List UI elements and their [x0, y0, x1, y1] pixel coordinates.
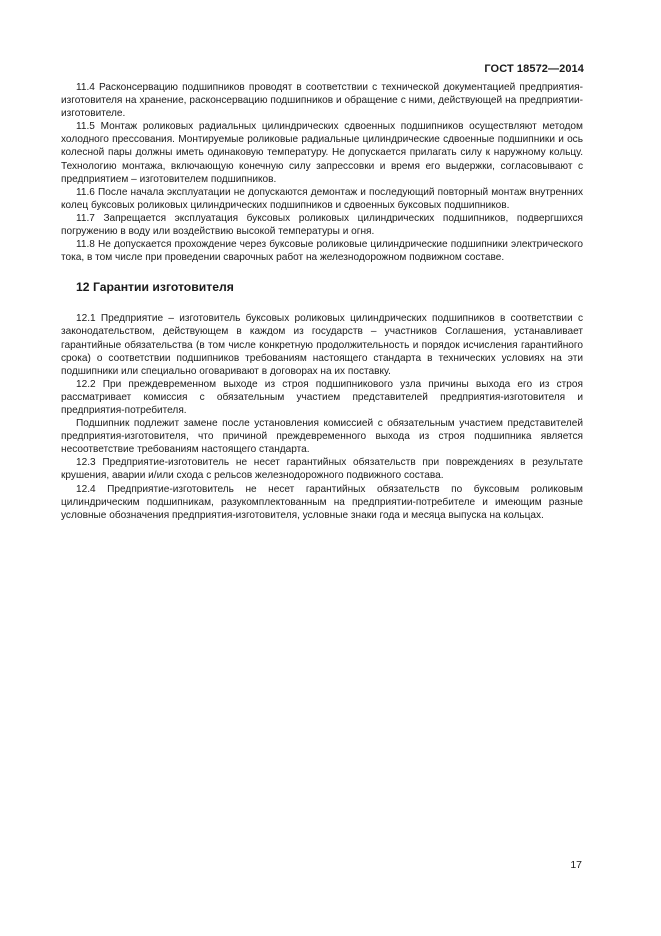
paragraph-11-5: 11.5 Монтаж роликовых радиальных цилиндрических сдвоенных подшипников осуществляют методом холодного прессования. Монтируемые роликовые радиальные цилиндрические сдвоенные подшипники и ось колесной пары должны иметь одинаковую температуру. Не допускается прилагать силу к наружному кольцу. Технологию монтажа, включающую конечную силу запрессовки и время его выдержки, согласовывают с предприятием – изготовителем подшипников. [61, 121, 583, 185]
paragraph-11-7: 11.7 Запрещается эксплуатация буксовых роликовых цилиндрических подшипников, подвергшихся погружению в воду или воздействию высокой температуры и огня. [61, 212, 583, 238]
paragraph-12-4: 12.4 Предприятие-изготовитель не несет гарантийных обязательств по буксовым роликовым цилиндрическим подшипникам, разукомплектованным на предприятии-потребителе и имеющим разные условные обозначения предприятия-изготовителя, условные знаки года и месяца выпуска на кольцах. [61, 483, 583, 521]
section-12-title: 12 Гарантии изготовителя [76, 280, 234, 295]
paragraph-12-2: 12.2 При преждевременном выходе из строя подшипникового узла причины выхода его из строя рассматривает комиссия с обязательным участием представителей предприятия-изготовителя и предприятия-потребителя. [61, 378, 583, 416]
document-body [61, 81, 583, 522]
page-number: 17 [570, 859, 582, 871]
paragraph-11-6: 11.6 После начала эксплуатации не допускаются демонтаж и последующий повторный монтаж внутренних колец буксовых роликовых цилиндрических подшипников и сдвоенных буксовых подшипников. [61, 186, 583, 211]
paragraph-12-2-cont: Подшипник подлежит замене после установления комиссией с обязательным участием представителей предприятия-изготовителя, что причиной преждевременного выхода из строя подшипника является несоответствие требованиям настоящего стандарта. [61, 418, 583, 456]
paragraph-11-8: 11.8 Не допускается прохождение через буксовые роликовые цилиндрические подшипники электрического тока, в том числе при проведении сварочных работ на железнодорожном подвижном составе. [61, 239, 583, 264]
paragraph-12-1: 12.1 Предприятие – изготовитель буксовых роликовых цилиндрических подшипников в соответствии с законодательством, действующем в каждом из государств – участников Соглашения, устанавливает гарантийные обязательства (в том числе конкретную продолжительность и порядок исчисления гарантийного срока) о соответствии подшипников требованиям настоящего стандарта в технических условиях на эти подшипники или специально оговаривают в договорах на их поставку. [61, 313, 583, 377]
paragraph-12-3: 12.3 Предприятие-изготовитель не несет гарантийных обязательств при повреждениях в результате крушения, аварии и/или схода с рельсов железнодорожного подвижного состава. [61, 457, 583, 482]
paragraph-11-4: 11.4 Расконсервацию подшипников проводят в соответствии с технической документацией предприятия-изготовителя на хранение, расконсервацию подшипников и обращение с ними, действующей на предприятии-изготовителе. [61, 82, 583, 120]
document-header: ГОСТ 18572—2014 [484, 63, 584, 75]
